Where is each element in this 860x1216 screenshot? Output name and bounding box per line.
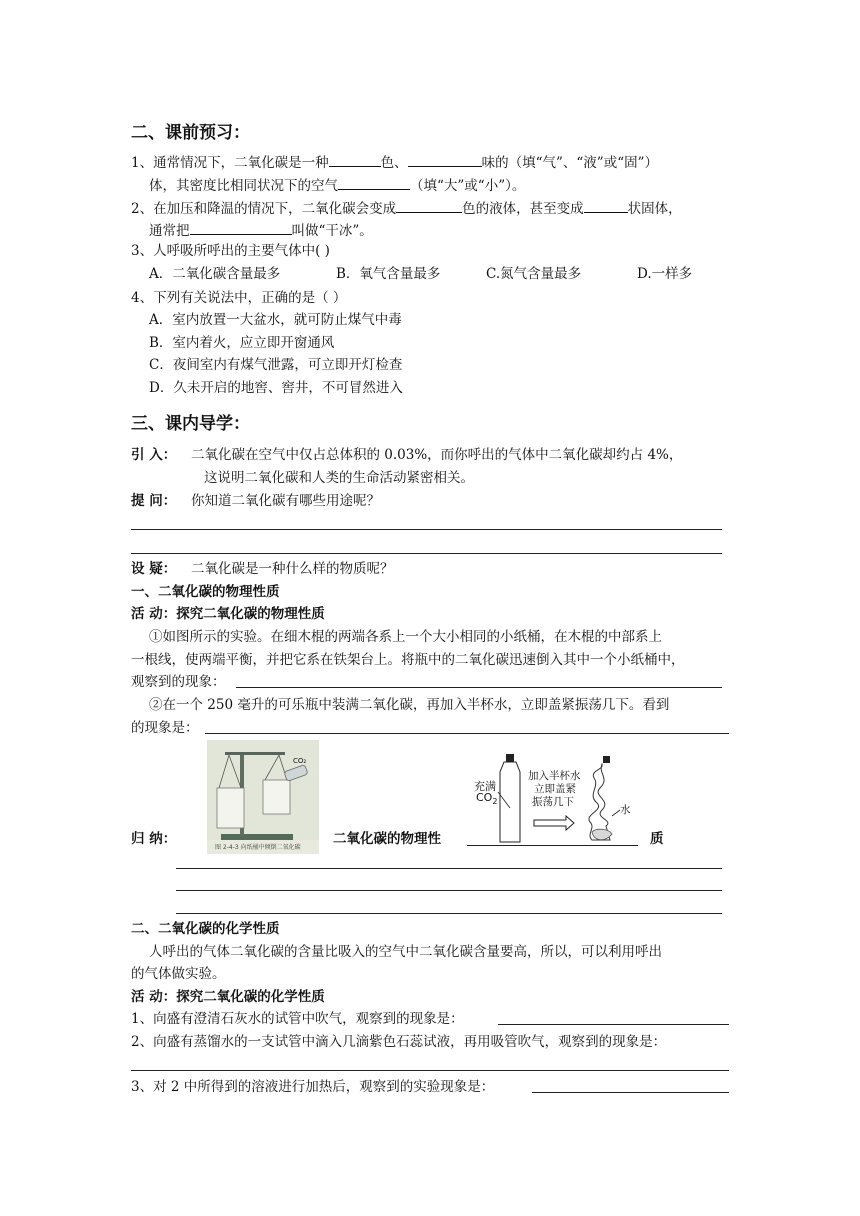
fig2-fill-label-1: 充满 (474, 780, 496, 793)
balance-experiment-figure (207, 740, 319, 854)
answer-line-exp2[interactable] (205, 733, 729, 734)
q2-text-b: 色的液体，甚至变成 (462, 201, 584, 217)
q4-option-b[interactable]: B．室内着火，应立即开窗通风 (149, 335, 335, 351)
fig2-co-subscript: 2 (492, 797, 498, 807)
chem-question-1: 1、向盛有澄清石灰水的试管中吹气，观察到的现象是： (131, 1011, 464, 1027)
q4-option-d[interactable]: D．久未开启的地窖、窖井，不可冒然进入 (149, 380, 403, 396)
chem-question-3: 3、对 2 中所得到的溶液进行加热后，观察到的实验现象是： (131, 1079, 495, 1095)
answer-line-chem-2[interactable] (131, 1070, 729, 1071)
answer-line-uses-1[interactable] (131, 529, 722, 530)
chem-intro-line-2: 的气体做实验。 (131, 966, 226, 982)
doubt-text: 二氧化碳是一种什么样的物质呢？ (191, 561, 394, 577)
q1-text-d: 体，其密度比相同状况下的空气 (149, 178, 338, 194)
intro-line-1: 二氧化碳在空气中仅占总体积的 0.03%，而你呼出的气体中二氧化碳却约占 4%， (191, 447, 683, 463)
q2-text-a: 2、在加压和降温的情况下，二氧化碳会变成 (131, 201, 397, 217)
section-title-preview: 二、课前预习： (131, 123, 250, 143)
q3-option-c[interactable]: C.氮气含量最多 (486, 266, 582, 282)
question-1-line-1 (131, 152, 658, 172)
physical-activity-heading: 活 动：探究二氧化碳的物理性质 (131, 606, 325, 622)
q1-text-b: 色、 (380, 155, 408, 171)
answer-line-exp1[interactable] (236, 687, 722, 688)
q4-option-c[interactable]: C．夜间室内有煤气泄露，可立即开灯检查 (149, 357, 403, 373)
exp2-line-2: 的现象是： (131, 720, 199, 736)
exp1-line-3: 观察到的现象： (131, 674, 226, 690)
fig2-water-label: 水 (620, 804, 631, 816)
q2-blank-dry-ice[interactable] (190, 220, 292, 235)
summary-text: 二氧化碳的物理性 (333, 831, 441, 847)
exp1-line-1: ①如图所示的实验。在细木棍的两端各系上一个大小相同的小纸桶，在木棍的中部系上 (149, 629, 662, 645)
fig2-note-3: 振荡几下 (532, 796, 574, 808)
q3-option-b[interactable]: B．氧气含量最多 (336, 266, 441, 282)
chem-question-2: 2、向盛有蒸馏水的一支试管中滴入几滴紫色石蕊试液，再用吸管吹气，观察到的现象是： (131, 1034, 667, 1050)
ask-label: 提 问： (131, 493, 177, 509)
bottle-experiment-figure (466, 750, 636, 848)
intro-label: 引 入： (131, 447, 177, 463)
question-3: 3、人呼吸所呼出的主要气体中( ) (131, 243, 330, 259)
chemical-activity-heading: 活 动：探究二氧化碳的化学性质 (131, 989, 325, 1005)
question-4: 4、下列有关说法中，正确的是（ ） (131, 290, 347, 306)
answer-line-summary-1[interactable] (176, 868, 722, 869)
exp1-line-2: 一根线，使两端平衡，并把它系在铁架台上。将瓶中的二氧化碳迅速倒入其中一个小纸桶中， (131, 652, 685, 668)
fig2-note-1: 加入半杯水 (528, 770, 581, 782)
q1-text-a: 1、通常情况下，二氧化碳是一种 (131, 155, 329, 171)
answer-line-chem-3[interactable] (532, 1092, 729, 1093)
chemical-properties-heading: 二、二氧化碳的化学性质 (131, 921, 280, 937)
q1-blank-smell[interactable] (408, 152, 482, 167)
exp2-line-1: ②在一个 250 毫升的可乐瓶中装满二氧化碳，再加入半杯水，立即盖紧振荡几下。看到 (149, 697, 670, 713)
fig2-note-2: 立即盖紧 (534, 783, 576, 795)
summary-label: 归 纳： (131, 831, 177, 847)
ask-text: 你知道二氧化碳有哪些用途呢？ (191, 493, 380, 509)
q2-blank-solid-shape[interactable] (584, 198, 628, 213)
q2-text-e: 叫做“干冰”。 (291, 223, 373, 239)
q2-blank-liquid-color[interactable] (396, 198, 462, 213)
doubt-label: 设 疑： (131, 561, 177, 577)
q4-option-a[interactable]: A．室内放置一大盆水，就可防止煤气中毒 (149, 312, 402, 328)
answer-line-summary-3[interactable] (176, 913, 722, 914)
q1-blank-density[interactable] (338, 175, 410, 190)
q1-blank-color[interactable] (329, 152, 381, 167)
fig1-caption: 图 2-4-3 向纸桶中倾倒二氧化碳 (215, 844, 301, 851)
answer-line-summary-2[interactable] (176, 890, 722, 891)
fig2-co-text: CO (476, 791, 493, 804)
q1-text-c: 味的（填“气”、“液”或“固”） (481, 155, 659, 171)
answer-line-summary-inline[interactable] (467, 845, 638, 846)
q2-text-d: 通常把 (149, 223, 190, 239)
question-2-line-1 (131, 198, 682, 218)
answer-line-uses-2[interactable] (131, 553, 722, 554)
chem-intro-line-1: 人呼出的气体二氧化碳的含量比吸入的空气中二氧化碳含量要高，所以，可以利用呼出 (149, 944, 662, 960)
q3-option-a[interactable]: A．二氧化碳含量最多 (149, 266, 281, 282)
physical-properties-heading: 一、二氧化碳的物理性质 (131, 584, 280, 600)
question-2-line-2 (149, 220, 373, 240)
fig1-co2-label: CO₂ (293, 757, 307, 765)
q1-text-e: （填“大”或“小”）。 (410, 178, 526, 194)
summary-end: 质 (650, 831, 664, 847)
q2-text-c: 状固体， (627, 201, 682, 217)
q3-option-d[interactable]: D.一样多 (637, 266, 693, 282)
answer-line-chem-1[interactable] (498, 1024, 729, 1025)
section-title-guide: 三、课内导学： (131, 414, 250, 434)
intro-line-2: 这说明二氧化碳和人类的生命活动紧密相关。 (204, 470, 474, 486)
fig2-fill-label-2 (476, 791, 497, 806)
question-1-line-2 (149, 175, 525, 195)
